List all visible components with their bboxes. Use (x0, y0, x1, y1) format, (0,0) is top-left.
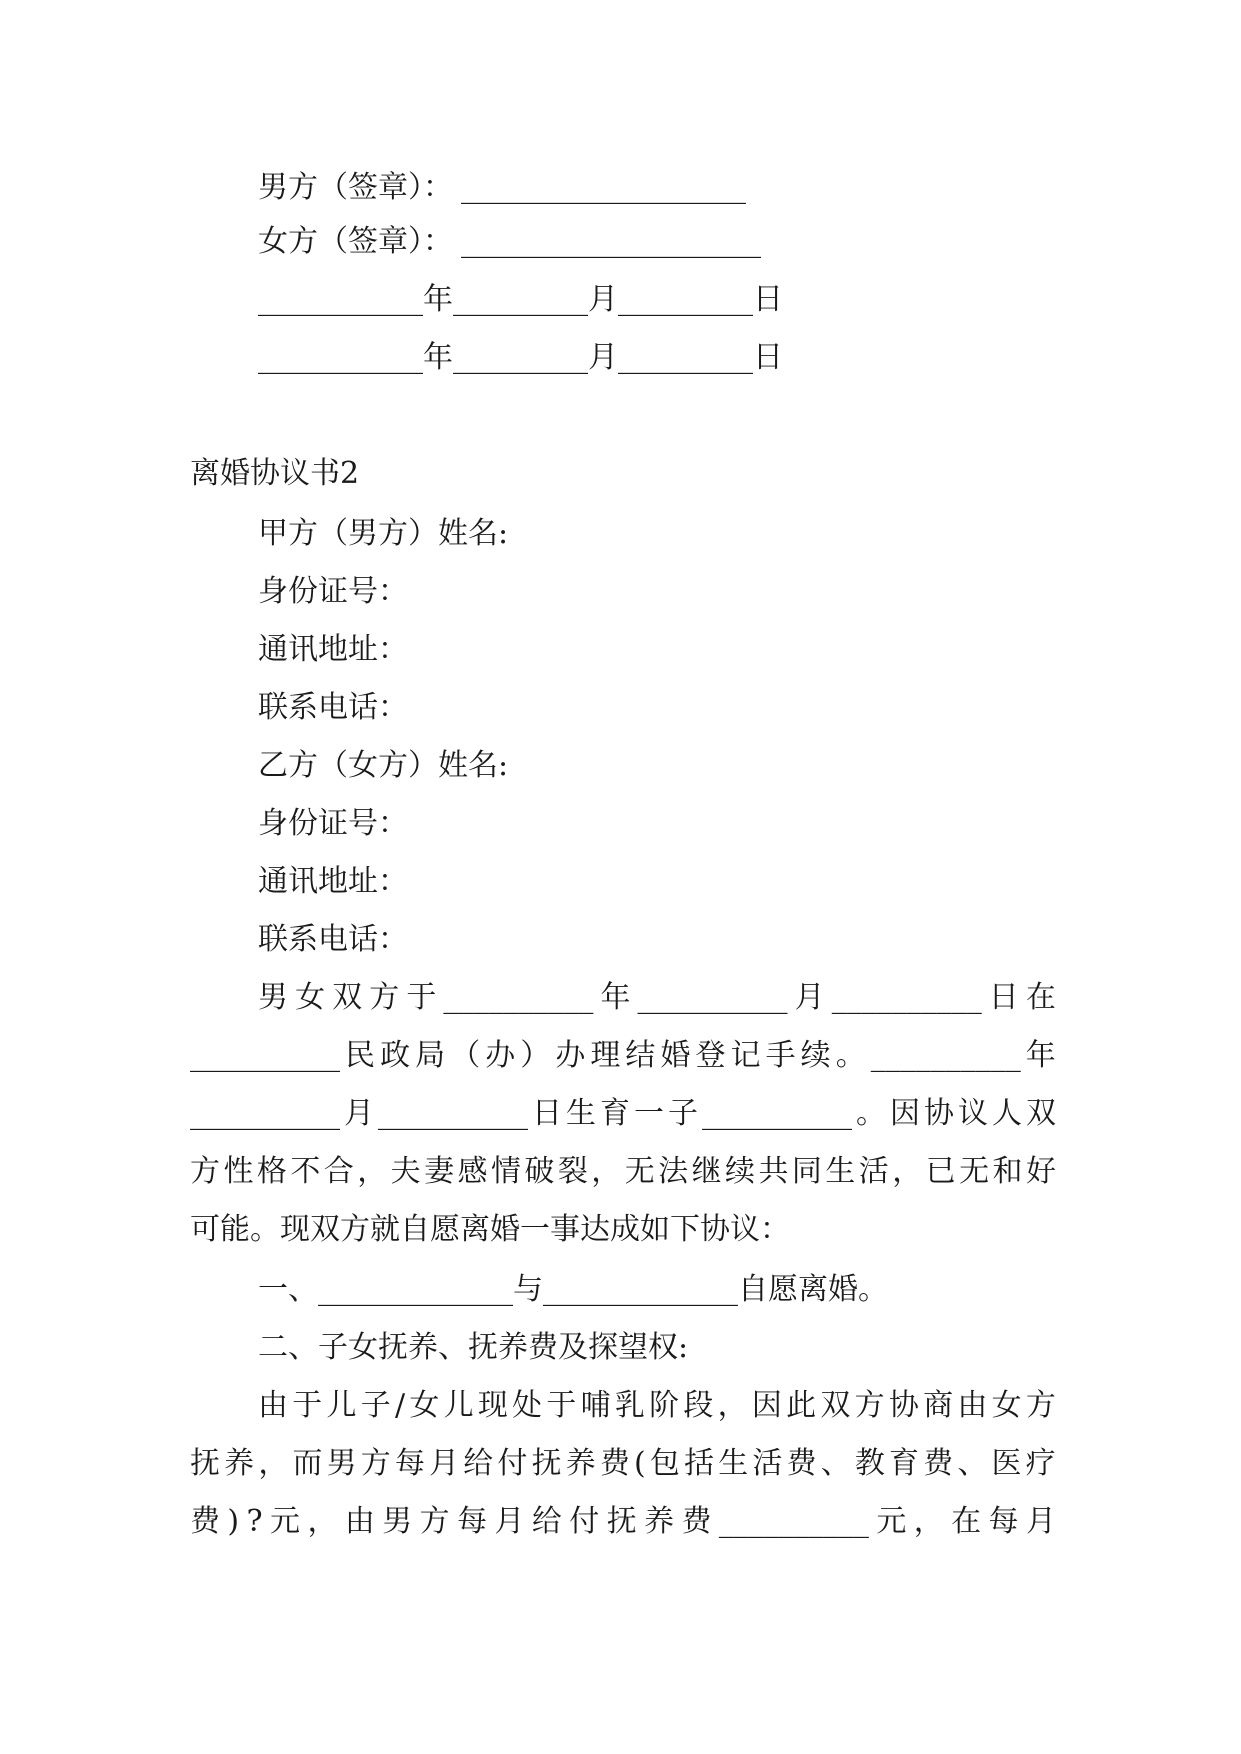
text-token: 女 (295, 980, 326, 1015)
text-token: 付 (569, 1504, 600, 1539)
text-token: 办 (555, 1038, 586, 1073)
text-token: 疗 (1025, 1446, 1056, 1481)
para2-line-3 (190, 1502, 1056, 1542)
text-token: 于 (546, 1388, 577, 1423)
date-day-label: 日 (753, 282, 783, 317)
party-b-id-label: 身份证号： (258, 806, 408, 841)
text-token: 继 (691, 1154, 722, 1189)
para1-line-4 (190, 1152, 1056, 1192)
fill-in-blank: __________ (831, 980, 982, 1015)
text-token: 男 (258, 980, 288, 1015)
text-token: 局 (415, 1038, 446, 1073)
text-token: 民 (345, 1038, 376, 1073)
text-token: 包 (649, 1446, 680, 1481)
text-token: 费 (599, 1446, 630, 1481)
date-year-blank: ___________ (258, 282, 423, 317)
fill-in-blank: __________ (378, 1096, 528, 1131)
text-token: 活 (752, 1446, 783, 1481)
text-token: 费 (923, 1446, 954, 1481)
text-token: ( (634, 1446, 646, 1481)
text-token: 记 (730, 1038, 761, 1073)
text-token: 于 (292, 1388, 323, 1423)
clause-2-title: 二、子女抚养、抚养费及探望权: (258, 1330, 689, 1365)
document-title: 离婚协议书2 (190, 456, 360, 491)
text-token: 。 (856, 1096, 886, 1131)
text-token: 方 (854, 1388, 885, 1423)
text-token: 年 (1025, 1038, 1056, 1073)
clause-1-suffix: 自愿离婚。 (738, 1272, 888, 1307)
text-token: 月 (494, 1504, 525, 1539)
para2-line-2 (190, 1444, 1056, 1484)
text-token: ， (892, 1154, 923, 1189)
text-token: 法 (658, 1154, 689, 1189)
date-month-blank: _________ (453, 282, 588, 317)
text-token: ， (307, 1504, 338, 1539)
text-token: 格 (256, 1154, 287, 1189)
text-token: 每 (457, 1504, 488, 1539)
clause-1-prefix: 一、 (258, 1272, 318, 1307)
text-token: 男 (382, 1504, 413, 1539)
text-token: 共 (758, 1154, 789, 1189)
text-token: 元 (876, 1504, 907, 1539)
date-day-blank: _________ (618, 282, 753, 317)
fill-in-blank: __________ (443, 980, 594, 1015)
party-a-address-label: 通讯地址： (258, 632, 408, 667)
text-token: 由 (344, 1504, 375, 1539)
text-token: 费 (681, 1504, 712, 1539)
text-token: 医 (991, 1446, 1022, 1481)
text-token: 方 (419, 1504, 450, 1539)
text-token: 抚 (190, 1446, 220, 1481)
text-token: 育 (889, 1446, 919, 1481)
text-token: 每 (988, 1504, 1019, 1539)
fill-in-blank: __________ (190, 1096, 340, 1131)
text-token: ? (246, 1504, 263, 1539)
text-token: 女 (409, 1388, 440, 1423)
date-month-label: 月 (588, 340, 618, 375)
fill-in-blank: __________ (718, 1504, 869, 1539)
party-a-phone-label: 联系电话： (258, 690, 408, 725)
text-token: 协 (924, 1096, 954, 1131)
clause-1-blank-2: _____________ (543, 1272, 738, 1307)
text-token: / (395, 1388, 406, 1423)
text-token: 乳 (614, 1388, 645, 1423)
text-token: 结 (625, 1038, 656, 1073)
text-token: 手 (765, 1038, 796, 1073)
text-token: 、 (820, 1446, 851, 1481)
female-signature-row (258, 222, 761, 262)
party-b-name-label: 乙方（女方）姓名: (258, 748, 509, 783)
text-token: 商 (923, 1388, 954, 1423)
text-token: 由 (957, 1388, 988, 1423)
date-month-blank: _________ (453, 340, 588, 375)
text-token: 儿 (326, 1388, 357, 1423)
text-token: 妻 (424, 1154, 455, 1189)
text-token: ， (357, 1154, 388, 1189)
text-token: 双 (1026, 1096, 1056, 1131)
text-token: 婚 (660, 1038, 691, 1073)
text-token: 给 (531, 1504, 562, 1539)
text-token: 方 (1025, 1388, 1056, 1423)
text-token: 无 (959, 1154, 990, 1189)
fill-in-blank: __________ (637, 980, 788, 1015)
text-token: 月 (429, 1446, 460, 1481)
text-token: 费 (190, 1504, 220, 1539)
text-token: 同 (791, 1154, 822, 1189)
text-token: （ (450, 1038, 481, 1073)
text-token: 。 (835, 1038, 866, 1073)
text-token: 性 (223, 1154, 254, 1189)
text-token: 儿 (443, 1388, 474, 1423)
text-token: 抚 (531, 1446, 562, 1481)
text-token: 因 (890, 1096, 920, 1131)
text-token: 活 (858, 1154, 889, 1189)
text-token: 生 (718, 1446, 749, 1481)
male-signature-label: 男方（签章）： (258, 170, 453, 205)
female-signature-blank: ____________________ (461, 224, 761, 259)
fill-in-blank: __________ (870, 1038, 1021, 1073)
text-token: 现 (477, 1388, 508, 1423)
text-token: 已 (925, 1154, 956, 1189)
text-token: 无 (624, 1154, 655, 1189)
signature-date-2 (258, 338, 783, 378)
text-token: 生 (825, 1154, 856, 1189)
text-token: 段 (683, 1388, 714, 1423)
text-token: 情 (490, 1154, 521, 1189)
text-token: 由 (258, 1388, 288, 1423)
text-token: 元 (270, 1504, 301, 1539)
text-token: 女 (991, 1388, 1022, 1423)
para1-line-2 (190, 1036, 1056, 1076)
text-token: 此 (786, 1388, 817, 1423)
text-token: 养 (644, 1504, 675, 1539)
para2-line-1 (258, 1386, 1056, 1426)
text-token: 在 (951, 1504, 982, 1539)
text-token: 生 (566, 1096, 596, 1131)
text-token: 双 (332, 980, 363, 1015)
text-token: 一 (634, 1096, 664, 1131)
text-token: ， (258, 1446, 289, 1481)
text-token: 方 (360, 1446, 391, 1481)
party-a-id-label: 身份证号： (258, 574, 408, 609)
text-token: 日 (988, 980, 1019, 1015)
female-signature-label: 女方（签章）： (258, 224, 453, 259)
party-b-address-label: 通讯地址： (258, 864, 408, 899)
text-token: 月 (344, 1096, 374, 1131)
date-day-label: 日 (753, 340, 783, 375)
text-token: 抚 (606, 1504, 637, 1539)
date-year-label: 年 (423, 282, 453, 317)
text-token: 月 (794, 980, 825, 1015)
party-a-name-label: 甲方（男方）姓名: (258, 516, 509, 551)
text-token: 合 (323, 1154, 354, 1189)
text-token: 日 (532, 1096, 562, 1131)
text-token: 方 (190, 1154, 220, 1189)
signature-date-1 (258, 280, 783, 320)
text-token: ) (227, 1504, 240, 1539)
text-token: 续 (725, 1154, 755, 1189)
text-token: 于 (406, 980, 437, 1015)
text-token: 因 (751, 1388, 782, 1423)
text-token: 好 (1025, 1154, 1056, 1189)
text-token: 子 (360, 1388, 391, 1423)
text-token: 育 (600, 1096, 630, 1131)
text-token: ） (520, 1038, 551, 1073)
text-token: 在 (1025, 980, 1056, 1015)
fill-in-blank: __________ (190, 1038, 340, 1073)
text-token: 议 (958, 1096, 988, 1131)
text-token: 裂 (557, 1154, 588, 1189)
text-token: 月 (1025, 1504, 1056, 1539)
para1-line-5: 可能。现双方就自愿离婚一事达成如下协议： (190, 1212, 790, 1247)
text-token: 每 (394, 1446, 425, 1481)
text-token: 人 (992, 1096, 1022, 1131)
male-signature-row (258, 168, 746, 208)
text-token: 处 (512, 1388, 543, 1423)
para1-line-3 (190, 1094, 1056, 1134)
date-year-blank: ___________ (258, 340, 423, 375)
text-token: 登 (695, 1038, 726, 1073)
text-token: ， (913, 1504, 944, 1539)
party-b-phone-label: 联系电话： (258, 922, 408, 957)
text-token: 政 (380, 1038, 411, 1073)
text-token: ， (591, 1154, 622, 1189)
text-token: 子 (668, 1096, 698, 1131)
para1-line-1 (258, 978, 1056, 1018)
clause-1 (258, 1270, 888, 1310)
text-token: 教 (854, 1446, 885, 1481)
date-day-blank: _________ (618, 340, 753, 375)
text-token: 括 (684, 1446, 715, 1481)
clause-1-blank-1: _____________ (318, 1272, 513, 1307)
text-token: 哺 (580, 1388, 611, 1423)
text-token: 、 (957, 1446, 988, 1481)
text-token: 阶 (649, 1388, 680, 1423)
text-token: 付 (497, 1446, 528, 1481)
text-token: 双 (820, 1388, 851, 1423)
text-token: 办 (485, 1038, 516, 1073)
text-token: 养 (565, 1446, 596, 1481)
text-token: 协 (888, 1388, 919, 1423)
text-token: 年 (600, 980, 631, 1015)
text-token: 不 (290, 1154, 321, 1189)
text-token: 理 (590, 1038, 621, 1073)
clause-1-mid: 与 (513, 1272, 543, 1307)
date-month-label: 月 (588, 282, 618, 317)
text-token: 感 (457, 1154, 488, 1189)
date-year-label: 年 (423, 340, 453, 375)
text-token: 夫 (390, 1154, 421, 1189)
text-token: 破 (524, 1154, 555, 1189)
male-signature-blank: ___________________ (461, 170, 746, 205)
text-token: 而 (292, 1446, 323, 1481)
text-token: 养 (224, 1446, 255, 1481)
text-token: 男 (326, 1446, 357, 1481)
text-token: 和 (992, 1154, 1023, 1189)
text-token: 费 (786, 1446, 817, 1481)
text-token: 给 (463, 1446, 494, 1481)
text-token: 方 (369, 980, 400, 1015)
text-token: 续 (800, 1038, 831, 1073)
fill-in-blank: __________ (702, 1096, 852, 1131)
text-token: ， (717, 1388, 748, 1423)
